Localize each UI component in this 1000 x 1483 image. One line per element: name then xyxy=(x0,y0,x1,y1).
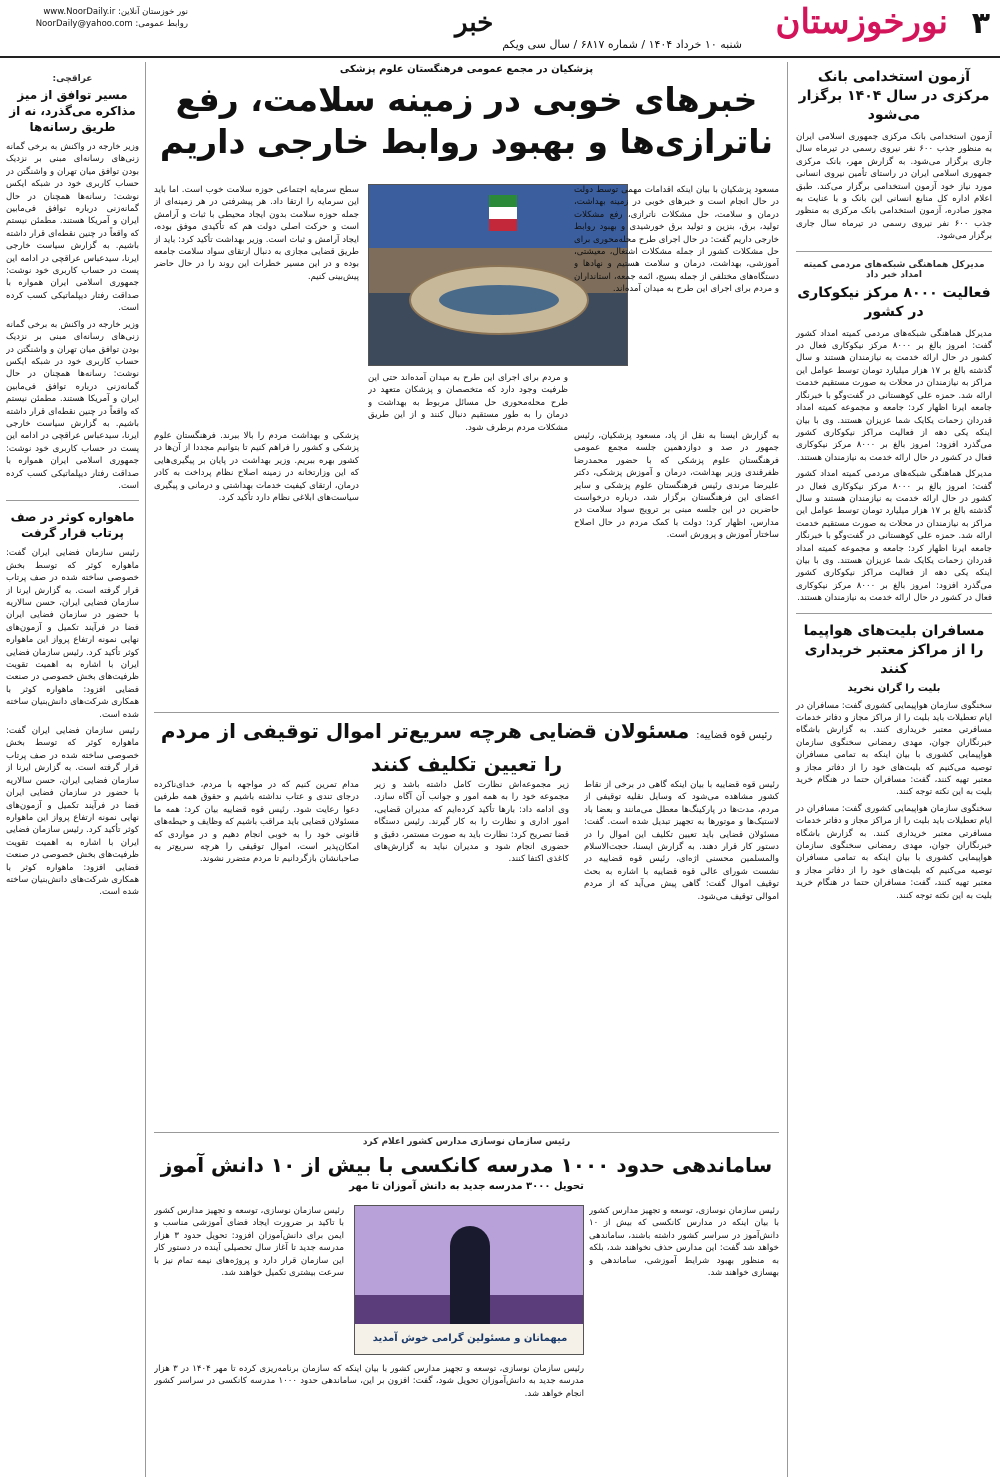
main-col-2: به گزارش ایسنا به نقل از پاد، مسعود پزشکیان، رئیس جمهور در صد و دوازدهمین جلسه مجمع عمومی فرهنگستان علوم پزشکی که با حضور محمدرضا ظفرقندی وزیر بهداشت، درمان و آموزش پزشکی، دکتر علیرضا مرندی رئیس فرهنگستان علوم پزشکی و سایر اعضای این فرهنگستان برگزار شد، درباره درخواست حاضرین در این جلسه مبنی بر ترویج سواد سلامت در مدارس، اظهار کرد: دولت با کمک مردم در حال اصلاح ساختار آموزش و پرورش است. xyxy=(574,431,779,541)
judiciary-story xyxy=(154,712,779,1132)
araghchi-kicker: عراقچی: xyxy=(52,74,93,84)
left-column xyxy=(6,62,146,1477)
kowsar-body-cont: رئیس سازمان فضایی ایران گفت: ماهواره کوثر که توسط بخش خصوصی ساخته شده در صف پرتاب قرار گرفته است. به گزارش ایرنا از سازمان فضایی ایران، حسن سالاریه با حضور در سازمان فضایی ایران فضا در فرآیند تکمیل و آزمون‌های نهایی نمونه ارتفاع پرواز این ماهواره کوثر تأکید کرد. رئیس سازمان فضایی ایران با اشاره به اهمیت تقویت ظرفیت‌های بخش خصوصی در صنعت فضایی افزود: ماهواره کوثر با همکاری شرکت‌های دانش‌بنیان ساخته شده است. xyxy=(6,726,139,898)
flight-story-body-cont: سخنگوی سازمان هواپیمایی کشوری گفت: مسافران در ایام تعطیلات باید بلیت را از مراکز مجاز و دفاتر خدمات مسافرتی معتبر خریداری کنند. به گزارش باشگاه خبرنگاران جوان، مهدی رمضانی سخنگوی سازمان هواپیمایی کشوری با بیان اینکه به تمامی مسافران توصیه می‌کنیم که بلیت‌های خود را از دفاتر مجاز و معتبر تهیه کنند، گفت: مسافران حتما در هنگام خرید بلیت به این نکته توجه کنند. xyxy=(796,803,992,901)
section-title: خبر xyxy=(455,8,494,38)
araghchi-headline[interactable]: مسیر توافق از میز مذاکره می‌گذرد، نه از طریق رسانه‌ها xyxy=(9,88,136,134)
schools-col-3: رئیس سازمان نوسازی، توسعه و تجهیز مدارس کشور با بیان اینکه که سازمان برنامه‌ریزی کرده تا مهر ۱۴۰۴ در ۳ هزار مدرسه جدید به دانش‌آموزان تحویل شود، گفت: افزون بر این، ساماندهی حدود ۱۰۰۰ مدرسه کانکسی در سراسر کشور انجام خواهد شد. xyxy=(154,1364,584,1399)
flight-story-subhead: بلیت را گران نخرید xyxy=(847,682,941,694)
issue-line: شنبه ۱۰ خرداد ۱۴۰۴ / شماره ۶۸۱۷ / سال سی ویکم xyxy=(502,38,742,51)
flight-story-body: سخنگوی سازمان هواپیمایی کشوری گفت: مسافران در ایام تعطیلات باید بلیت را از مراکز مجاز و دفاتر خدمات مسافرتی معتبر خریداری کنند. به گزارش باشگاه خبرنگاران جوان، مهدی رمضانی سخنگوی سازمان هواپیمایی کشوری با بیان اینکه به تمامی مسافران توصیه می‌کنیم که بلیت‌های خود را از دفاتر مجاز و معتبر تهیه کنند، گفت: مسافران حتما در هنگام خرید بلیت به این نکته توجه کنند. xyxy=(796,700,992,798)
speaker-photo xyxy=(354,1205,584,1355)
charity-story-body-cont: مدیرکل هماهنگی شبکه‌های مردمی کمیته امداد کشور گفت: امروز بالغ بر ۸۰۰۰ مرکز نیکوکاری فعال در کشور در حال ارائه خدمت به نیازمندان هستند و سال گذشته بالغ بر ۱۷ هزار میلیارد تومان توسط عوامل این مراکز به نیازمندان در محلات به صورت مستقیم خدمت ارائه شد. حمزه علی کوهستانی در گفت‌وگو با خبرنگار جامعه ایرنا اظهار کرد: جامعه و مجموعه کمیته امداد قدردان زحمات یکایک شما عزیزان هستند. وی با بیان اینکه یکی دهه از فعالیت مراکز نیکوکاری کشور می‌گذرد افزود: امروز بالغ بر ۸۰۰۰ مرکز نیکوکاری فعال در کشور در حال ارائه خدمت به نیازمندان هستند. xyxy=(796,469,992,604)
schools-story-kicker: رئیس سازمان نوسازی مدارس کشور اعلام کرد xyxy=(362,1137,571,1147)
schools-col-1: رئیس سازمان نوسازی، توسعه و تجهیز مدارس کشور با بیان اینکه در مدارس کانکسی که بیش از ۱۰ دانش‌آموز در سراسر کشور داشته باشند، ساماندهی خواهد شد گفت: این مدارس حذف نخواهند شد، بلکه به منظور بهبود شرایط آموزشی، ساماندهی و بهسازی خواهند شد. xyxy=(589,1206,779,1279)
schools-story-headline[interactable]: ساماندهی حدود ۱۰۰۰ مدرسه کانکسی با بیش از ۱۰ دانش آموز xyxy=(160,1153,773,1177)
main-col-5: پزشکی و بهداشت مردم را بالا ببرند. فرهنگستان علوم پزشکی و کشور را فراهم کنیم تا بتوانیم مجددا از آن‌ها در کشور بهره ببریم. وزیر بهداشت در پایان بر پیگیری‌هایی که این وزارتخانه در زمینه اصلاح نظام پرداخت به کادر درمان، ارتقای کیفیت خدمات بهداشتی و درمانی و پیگیری سیاست‌های ابلاغی نظام دارد تأکید کرد. xyxy=(154,431,359,504)
bank-story-headline[interactable]: آزمون استخدامی بانک مرکزی در سال ۱۴۰۴ برگزار می‌شود xyxy=(798,69,990,123)
kowsar-body: رئیس سازمان فضایی ایران گفت: ماهواره کوثر که توسط بخش خصوصی ساخته شده در صف پرتاب قرار گرفته است. به گزارش ایرنا از سازمان فضایی ایران، حسن سالاریه با حضور در سازمان فضایی ایران فضا در فرآیند تکمیل و آزمون‌های نهایی نمونه ارتفاع پرواز این ماهواره کوثر تأکید کرد. رئیس سازمان فضایی ایران با اشاره به اهمیت تقویت ظرفیت‌های بخش خصوصی در صنعت فضایی افزود: ماهواره کوثر با همکاری شرکت‌های دانش‌بنیان ساخته شده است. xyxy=(6,548,139,720)
right-column xyxy=(787,62,992,1477)
bank-story-body: آزمون استخدامی بانک مرکزی جمهوری اسلامی ایران به منظور جذب ۶۰۰ نفر نیروی رسمی در تیرماه سال جاری برگزار می‌شود. به گزارش مهر، بانک مرکزی جمهوری اسلامی ایران در راستای تأمین نیروی انسانی مورد نیاز خود آزمون استخدامی برگزار می‌کند. طبق اعلام اداره کل منابع انسانی این بانک و با عنایت به مجوز صادره، آزمون استخدامی بانک مرکزی به منظور جذب ۶۰۰ نفر نیروی رسمی در تیرماه سال جاری برگزار می‌شود. xyxy=(796,132,992,242)
schools-story xyxy=(154,1132,779,1477)
charity-story-body: مدیرکل هماهنگی شبکه‌های مردمی کمیته امداد کشور گفت: امروز بالغ بر ۸۰۰۰ مرکز نیکوکاری فعال در کشور در حال ارائه خدمت به نیازمندان هستند و سال گذشته بالغ بر ۱۷ هزار میلیارد تومان توسط عوامل این مراکز به نیازمندان در محلات به صورت مستقیم خدمت ارائه شد. حمزه علی کوهستانی در گفت‌وگو با خبرنگار جامعه ایرنا اظهار کرد: جامعه و مجموعه کمیته امداد قدردان زحمات یکایک شما عزیزان هستند. وی با بیان اینکه یکی دهه از فعالیت مراکز نیکوکاری کشور می‌گذرد افزود: امروز بالغ بر ۸۰۰۰ مرکز نیکوکاری فعال در کشور در حال ارائه خدمت به نیازمندان هستند. xyxy=(796,328,992,463)
charity-story-kicker: مدیرکل هماهنگی شبکه‌های مردمی کمیته امداد خبر داد xyxy=(803,259,985,280)
photo-banner: میهمانان و مسئولین گرامی خوش آمدید xyxy=(355,1324,584,1354)
kowsar-headline[interactable]: ماهواره کوثر در صف پرتاب قرار گرفت xyxy=(10,510,135,541)
araghchi-body: وزیر خارجه در واکنش به برخی گمانه زنی‌های رسانه‌ای مبنی بر نزدیک بودن توافق میان تهران و واشنگتن در حساب کاربری خود در شبکه ایکس نوشت: رسانه‌ها همچنان در حال گمانه‌زنی درباره توافق فی‌مابین ایران و آمریکا هستند. مطمئن نیستم که واقعاً در چنین نقطه‌ای قرار داشته باشیم. به گزارش سیاست خارجی ایرنا، سیدعباس عراقچی در ادامه این پست در حساب کاربری خود نوشت: جمهوری اسلامی ایران همواره با صداقت رفتار دیپلماتیکی کسب کرده است. xyxy=(6,142,139,314)
flight-story-headline[interactable]: مسافران بلیت‌های هواپیما را از مراکز معتبر خریداری کنند xyxy=(803,622,985,677)
charity-story-headline[interactable]: فعالیت ۸۰۰۰ مرکز نیکوکاری در کشور xyxy=(797,284,991,320)
flag-icon xyxy=(489,195,517,231)
main-story-headline-2[interactable]: ناترازی‌ها و بهبود روابط خارجی داریم xyxy=(159,122,774,161)
main-story-headline-1[interactable]: خبرهای خوبی در زمینه سلامت، رفع xyxy=(175,80,758,119)
judiciary-story-kicker: رئیس قوه قضاییه: xyxy=(696,730,773,741)
masthead xyxy=(0,0,1000,58)
newspaper-logo[interactable]: نورخوزستان xyxy=(775,2,948,42)
main-story-kicker: پزشکیان در مجمع عمومی فرهنگستان علوم پزشکی xyxy=(339,64,594,75)
main-col-3: و مردم برای اجرای این طرح به میدان آمده‌اند حتی این ظرفیت وجود دارد که متخصصان و پزشکان متعهد در طرح محله‌محوری حل مسائل مربوط به بهداشت و درمان را به طور مستقیم دنبال کنند و از این طریق مشکلات مردم برطرف شود. xyxy=(368,373,568,433)
araghchi-body-cont: وزیر خارجه در واکنش به برخی گمانه زنی‌های رسانه‌ای مبنی بر نزدیک بودن توافق میان تهران و واشنگتن در حساب کاربری خود در شبکه ایکس نوشت: رسانه‌ها همچنان در حال گمانه‌زنی درباره توافق فی‌مابین ایران و آمریکا هستند. مطمئن نیستم که واقعاً در چنین نقطه‌ای قرار داشته باشیم. به گزارش سیاست خارجی ایرنا، سیدعباس عراقچی در ادامه این پست در حساب کاربری خود نوشت: جمهوری اسلامی ایران همواره با صداقت رفتار دیپلماتیکی کسب کرده است. xyxy=(6,319,139,491)
speaker-figure xyxy=(450,1226,490,1336)
judiciary-col-3: مدام تمرین کنیم که در مواجهه با مردم، خدای‌ناکرده درجای تندی و عتاب نداشته باشیم و حقوق همه طرفین دعوا رعایت شود. رئیس قوه قضاییه بیان کرد: همه ما مسئولان قضایی باید مراقب باشیم که وظایف و حیطه‌های قانونی خود را به خوبی انجام دهیم و در مواردی که امکان‌پذیر است، اموال توقیفی را هرچه سریع‌تر به صاحبانشان بازگردانیم تا مردم متضرر نشوند. xyxy=(154,780,359,865)
contacts xyxy=(8,6,188,30)
contact-website[interactable]: نور خوزستان آنلاین: www.NoorDaily.ir xyxy=(43,7,188,17)
judiciary-story-headline[interactable] xyxy=(154,717,779,778)
main-col-1: مسعود پزشکیان با بیان اینکه اقدامات مهمی توسط دولت در حال انجام است و خبرهای خوبی در زمینه بهداشت، درمان و سلامت، حل مشکلات ناترازی، رفع مشکلات تولید، برق، بنزین و تولید برق خورشیدی و بهبود روابط خارجی داریم گفت: در حال اجرای طرح محله‌محوری برای حل مشکلات کشور از جمله مشکلات اشتغال، معیشتی، آموزشی، بهداشت، درمان و سلامت هستیم و نهادها و دستگاه‌های مختلفی از جمله بسیج، ائمه جمعه، استانداران و مردم برای اجرای این طرح به میدان آمده‌اند. xyxy=(574,185,779,295)
contact-email[interactable]: روابط عمومی: NoorDaily@yahoo.com xyxy=(35,19,188,29)
main-story xyxy=(154,62,779,702)
judiciary-story-title: مسئولان قضایی هرچه سریع‌تر اموال توقیفی از مردم را تعیین تکلیف کنند xyxy=(160,719,690,776)
main-col-4: سطح سرمایه اجتماعی حوزه سلامت خوب است. اما باید این سرمایه را ارتقا داد. هر پیشرفتی در هر زمینه‌ای از جمله حوزه سلامت بدون ایجاد محیطی با ثبات و آرامش است و حرکت اصلی دولت هم که تأکیدی موفق بوده، ایجاد آرامش و ثبات است. وزیر بهداشت تأکید کرد: باید از طریق قضایی مجازی به دنبال ارتقای سواد سلامت جامعه بوده و در این مسیر خطرات این روند را در حال حاضر پیش‌بینی کنیم. xyxy=(154,185,359,282)
page-number: ۳ xyxy=(971,6,990,41)
schools-col-2: رئیس سازمان نوسازی، توسعه و تجهیز مدارس کشور با تاکید بر ضرورت ایجاد فضای آموزشی مناسب و ایمن برای دانش‌آموزان افزود: تحویل حدود ۳ هزار مدرسه جدید تا آغاز سال تحصیلی آینده در دستور کار این سازمان قرار دارد و پروژه‌های نیمه تمام نیز با سرعت بیشتری تکمیل خواهند شد. xyxy=(154,1206,344,1279)
schools-story-subhead: تحویل ۳۰۰۰ مدرسه جدید به دانش آموزان تا مهر xyxy=(349,1181,584,1192)
judiciary-col-2: زیر مجموعه‌اش نظارت کامل داشته باشد و زیر مجموعه خود را به همه امور و جوانب آن آگاه سازد. وی ادامه داد: بارها تأکید کرده‌ایم که مدیران قضایی، امور اداری و نظارت را به کار گیرند. رئیس دستگاه قضا تصریح کرد: نظارت باید به صورت مستمر، دقیق و حضوری انجام شود و مدیران نباید به گزارش‌های کاغذی اکتفا کنند. xyxy=(374,780,569,865)
judiciary-col-1: رئیس قوه قضاییه با بیان اینکه گاهی در برخی از نقاط کشور مشاهده می‌شود که وسایل نقلیه توقیفی از مردم، مدت‌ها در پارکینگ‌ها معطل می‌مانند و بعضا باد لاستیک‌ها و موتورها به تجهیز تبدیل شده است. گفت: مسئولان قضایی باید تعیین تکلیف این اموال را در دستور کار قرار دهند. به گزارش ایسنا، حجت‌الاسلام والمسلمین محسنی اژه‌ای، رئیس قوه قضاییه در نشست شورای عالی قوه قضاییه با اشاره به بحث توقیف اموال گفت: گاهی پیش می‌آید که از مردم اموالی توقیف می‌شود. xyxy=(584,780,779,902)
